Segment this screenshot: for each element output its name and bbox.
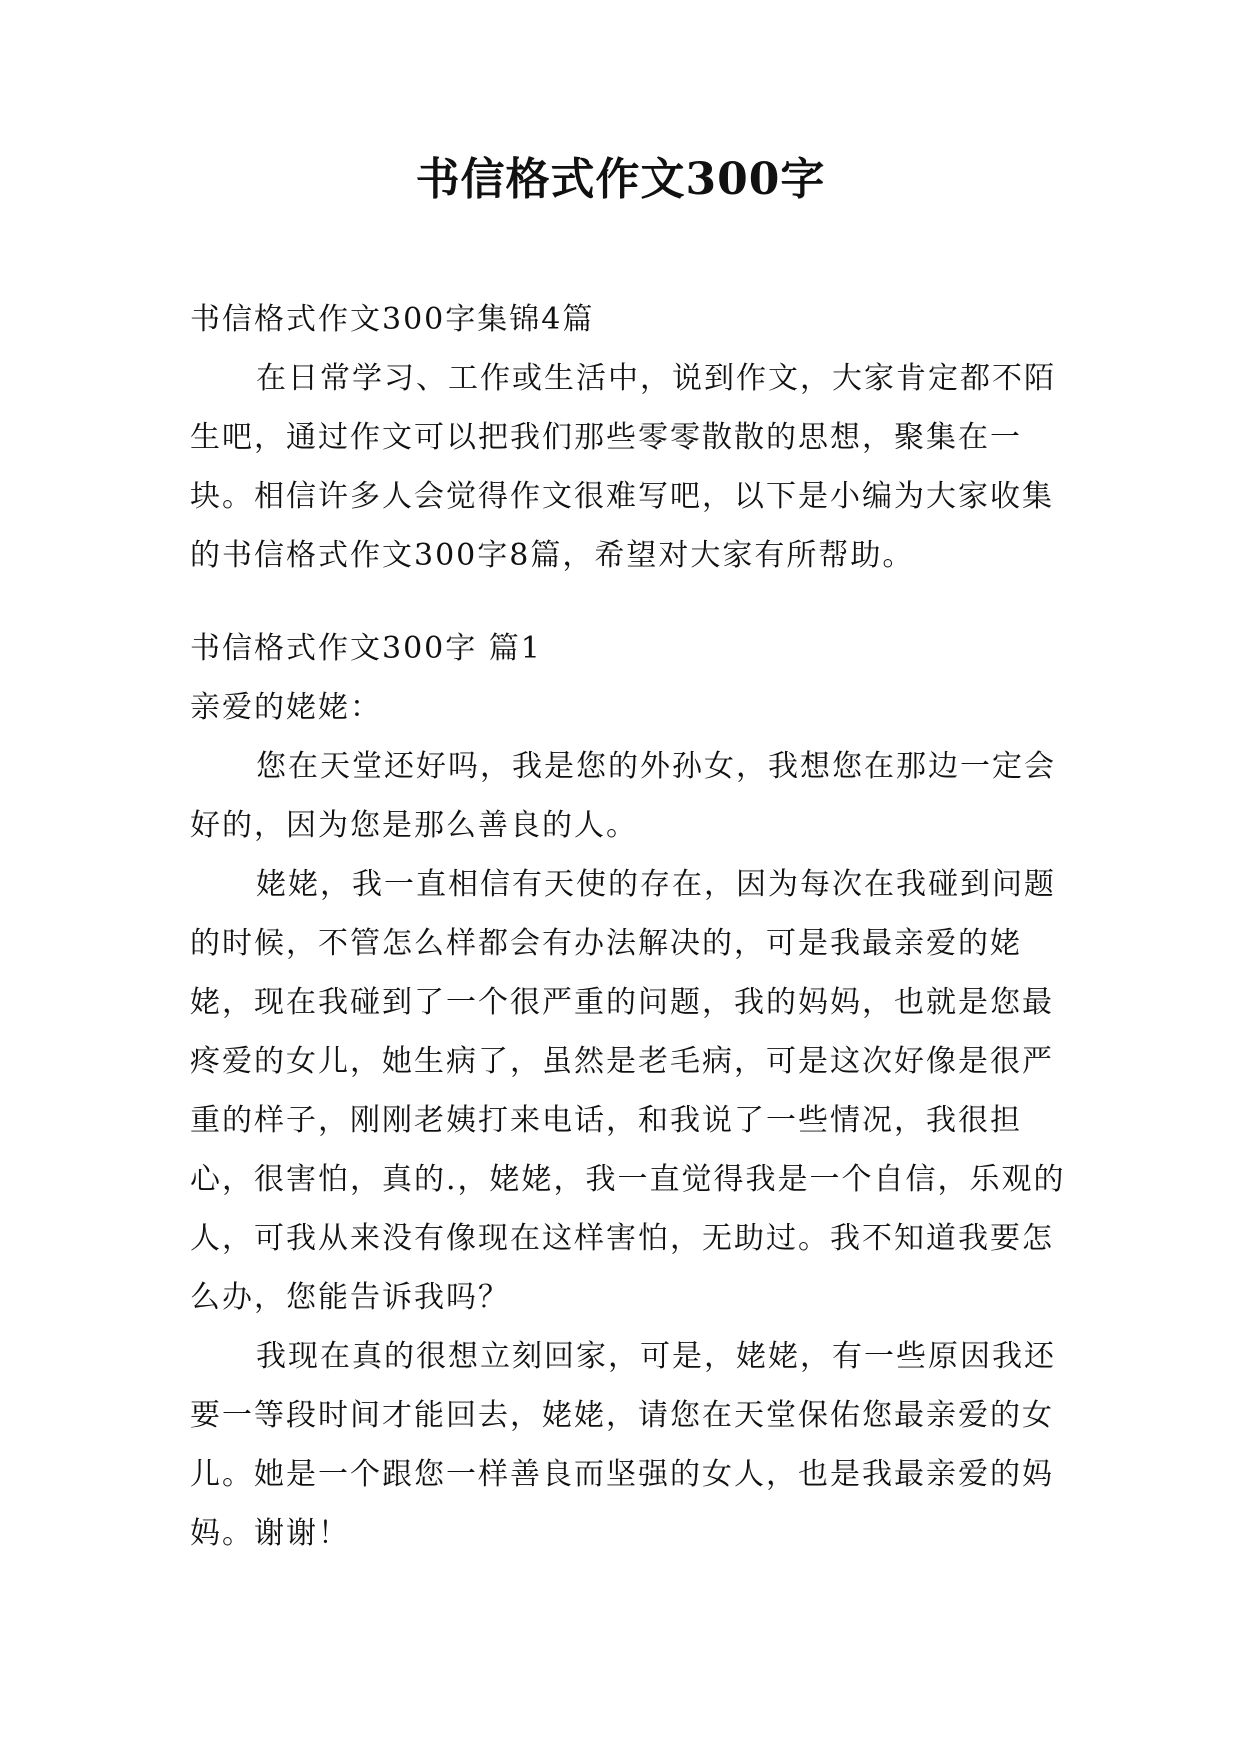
letter-paragraph-3: 我现在真的很想立刻回家，可是，姥姥，有一些原因我还要一等段时间才能回去，姥姥，请您在天堂保佑您最亲爱的女儿。她是一个跟您一样善良而坚强的女人，也是我最亲爱的妈妈。谢谢！: [190, 1339, 1056, 1551]
collection-heading: 书信格式作文300字集锦4篇: [190, 302, 595, 337]
letter-salutation: 亲爱的姥姥：: [190, 690, 382, 725]
letter-paragraph-2: 姥姥，我一直相信有天使的存在，因为每次在我碰到问题的时候，不管怎么样都会有办法解决的，可是我最亲爱的姥姥，现在我碰到了一个很严重的问题，我的妈妈，也就是您最疼爱的女儿，她生病了，虽然是老毛病，可是这次好像是很严重的样子，刚刚老姨打来电话，和我说了一些情况，我很担心，很害怕，真的.，姥姥，我一直觉得我是一个自信，乐观的人，可我从来没有像现在这样害怕，无助过。我不知道我要怎么办，您能告诉我吗？: [190, 867, 1066, 1315]
intro-paragraph: 在日常学习、工作或生活中，说到作文，大家肯定都不陌生吧，通过作文可以把我们那些零零散散的思想，聚集在一块。相信许多人会觉得作文很难写吧，以下是小编为大家收集的书信格式作文300字8篇，希望对大家有所帮助。: [190, 361, 1056, 573]
section-spacer: [190, 585, 1070, 619]
document-title: 书信格式作文300字: [415, 154, 826, 205]
letter-paragraph-1: 您在天堂还好吗，我是您的外孙女，我想您在那边一定会好的，因为您是那么善良的人。: [190, 749, 1056, 843]
document-body: [190, 290, 1070, 1563]
section-heading: 书信格式作文300字 篇1: [190, 631, 542, 666]
